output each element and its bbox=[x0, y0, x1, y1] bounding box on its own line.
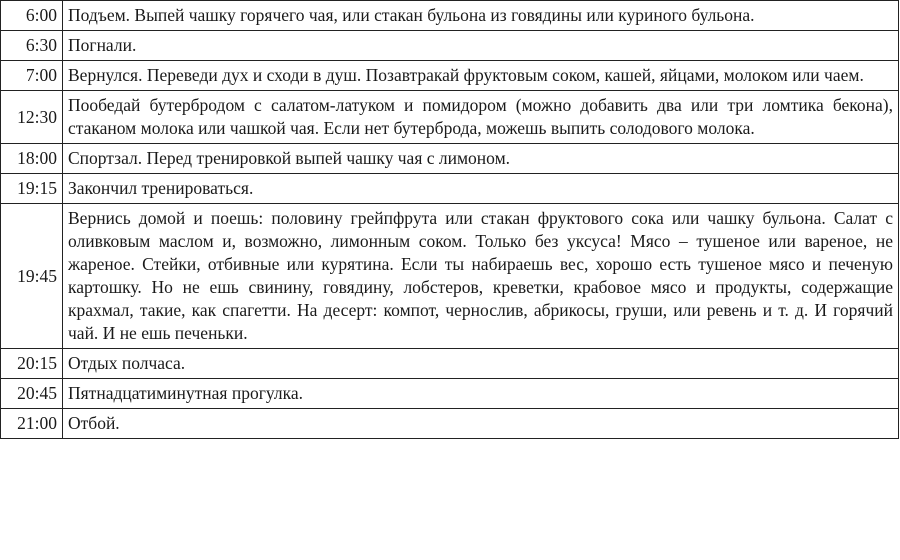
schedule-row bbox=[1, 204, 899, 349]
row-text: Пятнадцатиминутная прогулка. bbox=[63, 379, 899, 409]
schedule-row bbox=[1, 144, 899, 174]
row-text: Закончил тренироваться. bbox=[63, 174, 899, 204]
row-time: 6:00 bbox=[1, 1, 63, 31]
row-time: 20:45 bbox=[1, 379, 63, 409]
row-time: 20:15 bbox=[1, 349, 63, 379]
row-time: 21:00 bbox=[1, 409, 63, 439]
schedule-row bbox=[1, 409, 899, 439]
schedule-row bbox=[1, 174, 899, 204]
row-text: Спортзал. Перед тренировкой выпей чашку чая с лимоном. bbox=[63, 144, 899, 174]
row-text: Отбой. bbox=[63, 409, 899, 439]
schedule-row bbox=[1, 379, 899, 409]
row-text: Пообедай бутербродом с салатом-латуком и помидором (можно добавить два или три ломтика бекона), стаканом молока или чашкой чая. Если нет бутерброда, можешь выпить солодового молока. bbox=[63, 91, 899, 144]
row-time: 7:00 bbox=[1, 61, 63, 91]
row-time: 6:30 bbox=[1, 31, 63, 61]
row-text: Вернись домой и поешь: половину грейпфрута или стакан фруктового сока или чашку бульона. Салат с оливковым маслом и, возможно, лимонным соком. Только без уксуса! Мясо – тушеное или вареное, не жареное. Стейки, отбивные или курятина. Если ты набираешь вес, хорошо есть тушеное мясо и печеную картошку. Но не ешь свинину, говядину, лобстеров, креветки, крабовое мясо и продукты, содержащие крахмал, такие, как спагетти. На десерт: компот, чернослив, абрикосы, груши, или ревень и т. д. И горячий чай. И не ешь печеньки. bbox=[63, 204, 899, 349]
schedule-row bbox=[1, 31, 899, 61]
row-time: 12:30 bbox=[1, 91, 63, 144]
schedule-row bbox=[1, 349, 899, 379]
row-text: Погнали. bbox=[63, 31, 899, 61]
row-text: Отдых полчаса. bbox=[63, 349, 899, 379]
schedule-row bbox=[1, 1, 899, 31]
row-text: Подъем. Выпей чашку горячего чая, или стакан бульона из говядины или куриного бульона. bbox=[63, 1, 899, 31]
row-time: 19:15 bbox=[1, 174, 63, 204]
row-time: 18:00 bbox=[1, 144, 63, 174]
schedule-row bbox=[1, 91, 899, 144]
row-text: Вернулся. Переведи дух и сходи в душ. Позавтракай фруктовым соком, кашей, яйцами, молоком или чаем. bbox=[63, 61, 899, 91]
row-time: 19:45 bbox=[1, 204, 63, 349]
schedule-row bbox=[1, 61, 899, 91]
